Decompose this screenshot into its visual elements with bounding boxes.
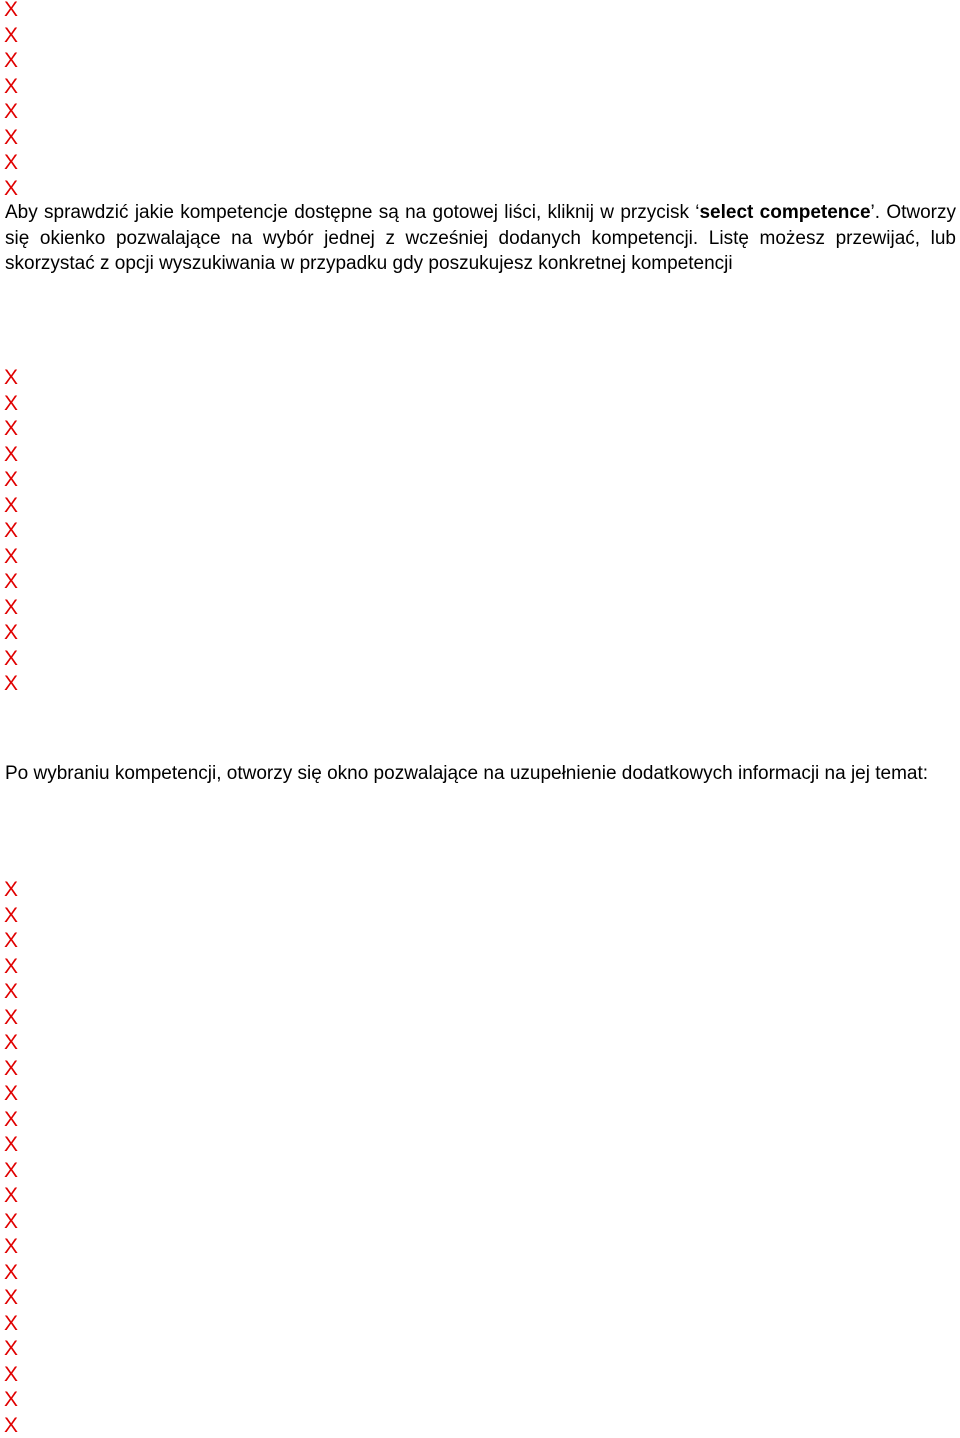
missing-image-x-icon: X — [4, 125, 34, 151]
missing-image-x-icon: X — [4, 1132, 34, 1158]
missing-image-x-icon: X — [4, 928, 34, 954]
missing-image-x-icon: X — [4, 391, 34, 417]
missing-image-x-icon: X — [4, 442, 34, 468]
instruction-paragraph-select-competence — [5, 200, 956, 277]
missing-image-x-icon: X — [4, 48, 34, 74]
missing-image-x-icon: X — [4, 671, 34, 697]
missing-image-x-icon: X — [4, 1311, 34, 1337]
broken-image-placeholder-bottom — [4, 877, 34, 1438]
paragraph-text-after: ’. Otworzy się okienko pozwalające na wybór jednej z wcześniej dodanych kompetencji. Listę możesz przewijać, lub skorzystać z opcji wyszukiwania w przypadku gdy poszukujesz konkretnej kompetencji — [5, 202, 956, 274]
missing-image-x-icon: X — [4, 1234, 34, 1260]
broken-image-placeholder-middle — [4, 365, 34, 697]
missing-image-x-icon: X — [4, 1336, 34, 1362]
missing-image-x-icon: X — [4, 1107, 34, 1133]
missing-image-x-icon: X — [4, 99, 34, 125]
missing-image-x-icon: X — [4, 23, 34, 49]
missing-image-x-icon: X — [4, 1158, 34, 1184]
missing-image-x-icon: X — [4, 646, 34, 672]
missing-image-x-icon: X — [4, 74, 34, 100]
missing-image-x-icon: X — [4, 877, 34, 903]
missing-image-x-icon: X — [4, 467, 34, 493]
missing-image-x-icon: X — [4, 1362, 34, 1388]
missing-image-x-icon: X — [4, 1209, 34, 1235]
missing-image-x-icon: X — [4, 0, 34, 23]
missing-image-x-icon: X — [4, 1056, 34, 1082]
missing-image-x-icon: X — [4, 518, 34, 544]
missing-image-x-icon: X — [4, 595, 34, 621]
missing-image-x-icon: X — [4, 416, 34, 442]
missing-image-x-icon: X — [4, 176, 34, 202]
select-competence-label: select competence — [699, 202, 870, 223]
missing-image-x-icon: X — [4, 1260, 34, 1286]
missing-image-x-icon: X — [4, 493, 34, 519]
missing-image-x-icon: X — [4, 903, 34, 929]
missing-image-x-icon: X — [4, 569, 34, 595]
missing-image-x-icon: X — [4, 954, 34, 980]
missing-image-x-icon: X — [4, 1285, 34, 1311]
paragraph-text: Po wybraniu kompetencji, otworzy się okno pozwalające na uzupełnienie dodatkowych informacji na jej temat: — [5, 763, 928, 784]
missing-image-x-icon: X — [4, 1183, 34, 1209]
missing-image-x-icon: X — [4, 1081, 34, 1107]
missing-image-x-icon: X — [4, 1005, 34, 1031]
missing-image-x-icon: X — [4, 620, 34, 646]
missing-image-x-icon: X — [4, 365, 34, 391]
missing-image-x-icon: X — [4, 1030, 34, 1056]
missing-image-x-icon: X — [4, 544, 34, 570]
broken-image-placeholder-top — [4, 0, 34, 201]
missing-image-x-icon: X — [4, 150, 34, 176]
instruction-paragraph-after-selection — [5, 761, 956, 787]
missing-image-x-icon: X — [4, 979, 34, 1005]
missing-image-x-icon: X — [4, 1413, 34, 1438]
missing-image-x-icon: X — [4, 1387, 34, 1413]
paragraph-text-before: Aby sprawdzić jakie kompetencje dostępne są na gotowej liści, kliknij w przycisk ‘ — [5, 202, 699, 223]
